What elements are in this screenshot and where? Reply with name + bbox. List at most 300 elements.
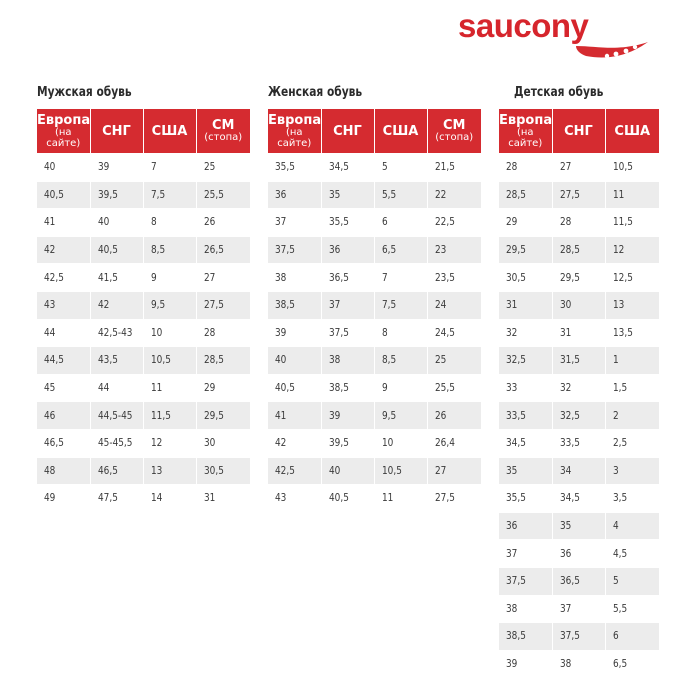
cell-value: 35	[328, 188, 340, 201]
cell-value: 46,5	[44, 437, 64, 450]
column-header-label: Европа	[268, 112, 322, 128]
cell-value: 36	[275, 188, 287, 201]
table-cell	[499, 485, 552, 513]
column-header	[374, 109, 427, 154]
table-cell	[268, 402, 321, 430]
cell-value: 12	[612, 244, 624, 257]
cell-value: 8	[150, 216, 157, 229]
cell-value: 42,5	[275, 464, 295, 477]
cell-value: 35,5	[328, 216, 349, 229]
table-cell	[605, 319, 659, 347]
cell-value: 36	[559, 547, 571, 560]
cell-value: 22,5	[434, 216, 455, 229]
table-row	[37, 457, 250, 485]
column-header	[552, 109, 605, 154]
cell-value: 37,5	[559, 630, 580, 643]
table-cell	[37, 291, 90, 319]
table-row	[37, 319, 250, 347]
table-cell	[605, 181, 659, 209]
table-header-row	[268, 109, 481, 154]
cell-value: 37	[506, 547, 518, 560]
cell-value: 27	[434, 464, 446, 477]
cell-value: 42,5-43	[97, 326, 132, 339]
cell-value: 38	[328, 354, 340, 367]
cell-value: 23,5	[434, 271, 455, 284]
table-row	[499, 154, 659, 182]
table-cell	[143, 264, 196, 292]
table-cell	[268, 264, 321, 292]
table-cell	[37, 457, 90, 485]
cell-value: 9,5	[150, 299, 165, 312]
table-cell	[605, 264, 659, 292]
table-cell	[605, 209, 659, 237]
column-header-label: США	[382, 123, 419, 139]
cell-value: 7,5	[150, 188, 165, 201]
cell-value: 40,5	[328, 492, 349, 505]
table-cell	[499, 319, 552, 347]
cell-value: 3	[612, 464, 619, 477]
table-cell	[605, 291, 659, 319]
table-cell	[605, 623, 659, 651]
cell-value: 27	[559, 161, 571, 174]
cell-value: 39,5	[97, 188, 118, 201]
cell-value: 39	[506, 657, 518, 670]
column-header-label: Европа	[37, 112, 91, 128]
table-cell	[427, 209, 481, 237]
cell-value: 40,5	[275, 382, 295, 395]
cell-value: 43,5	[97, 354, 118, 367]
table-row	[37, 374, 250, 402]
cell-value: 27,5	[434, 492, 455, 505]
logo-swoosh-icon	[458, 6, 648, 76]
table-cell	[374, 181, 427, 209]
table-cell	[499, 429, 552, 457]
cell-value: 12	[150, 437, 162, 450]
cell-value: 37,5	[275, 244, 295, 257]
table-row	[37, 264, 250, 292]
table-cell	[90, 264, 143, 292]
table-cell	[321, 485, 374, 512]
table-row	[268, 347, 481, 375]
table-cell	[268, 209, 321, 237]
table-cell	[499, 347, 552, 375]
cell-value: 26,4	[434, 437, 455, 450]
table-row	[499, 650, 659, 677]
table-cell	[605, 512, 659, 540]
cell-value: 7	[150, 161, 157, 174]
table-cell	[499, 181, 552, 209]
table-cell	[552, 236, 605, 264]
cell-value: 28,5	[559, 244, 580, 257]
cell-value: 40	[275, 354, 287, 367]
cell-value: 37,5	[328, 326, 349, 339]
table-cell	[427, 402, 481, 430]
table-cell	[90, 402, 143, 430]
table-cell	[196, 154, 250, 182]
cell-value: 33,5	[506, 409, 526, 422]
column-header-label: Европа	[499, 112, 553, 128]
table-cell	[321, 264, 374, 292]
table-cell	[374, 264, 427, 292]
cell-value: 34,5	[506, 437, 526, 450]
table-cell	[268, 236, 321, 264]
table-cell	[605, 154, 659, 182]
table-cell	[374, 485, 427, 512]
logo-wordmark: saucony	[458, 7, 589, 44]
cell-value: 24	[434, 299, 446, 312]
cell-value: 30,5	[203, 464, 224, 477]
table-cell	[37, 374, 90, 402]
cell-value: 26,5	[203, 244, 224, 257]
table-cell	[268, 457, 321, 485]
table-cell	[268, 347, 321, 375]
column-header-sublabel: (на сайте)	[508, 126, 543, 149]
table-cell	[552, 567, 605, 595]
cell-value: 6,5	[612, 657, 627, 670]
table-cell	[37, 429, 90, 457]
table-cell	[374, 402, 427, 430]
cell-value: 46,5	[97, 464, 118, 477]
table-cell	[90, 429, 143, 457]
cell-value: 40,5	[97, 244, 118, 257]
cell-value: 28,5	[506, 188, 526, 201]
cell-value: 35,5	[275, 161, 295, 174]
cell-value: 42	[275, 437, 287, 450]
cell-value: 27,5	[559, 188, 580, 201]
table-row	[37, 402, 250, 430]
cell-value: 13	[612, 299, 624, 312]
table-row	[268, 181, 481, 209]
table-cell	[321, 347, 374, 375]
table-cell	[499, 540, 552, 568]
cell-value: 37	[559, 602, 571, 615]
cell-value: 9,5	[381, 409, 396, 422]
table-cell	[605, 485, 659, 513]
table-cell	[268, 374, 321, 402]
cell-value: 10,5	[612, 161, 633, 174]
table-cell	[37, 485, 90, 512]
cell-value: 39	[275, 326, 287, 339]
column-header-sublabel: (стопа)	[435, 132, 474, 143]
table-cell	[196, 264, 250, 292]
table-cell	[605, 374, 659, 402]
table-row	[268, 319, 481, 347]
cell-value: 35	[506, 464, 518, 477]
cell-value: 26	[203, 216, 215, 229]
column-header-label: СМ	[443, 118, 466, 133]
table-cell	[321, 374, 374, 402]
cell-value: 45	[44, 382, 56, 395]
table-cell	[499, 512, 552, 540]
column-header	[90, 109, 143, 154]
table-cell	[143, 291, 196, 319]
cell-value: 1	[612, 354, 619, 367]
column-header	[605, 109, 659, 154]
table-row	[268, 402, 481, 430]
cell-value: 27,5	[203, 299, 224, 312]
table-row	[499, 485, 659, 513]
cell-value: 38,5	[506, 630, 526, 643]
table-cell	[90, 209, 143, 237]
table-row	[268, 264, 481, 292]
table-cell	[321, 291, 374, 319]
kids-size-table	[499, 109, 659, 677]
kids-section-title: Детская обувь	[514, 85, 604, 100]
table-cell	[499, 291, 552, 319]
cell-value: 11,5	[150, 409, 171, 422]
cell-value: 28	[559, 216, 571, 229]
table-cell	[552, 319, 605, 347]
table-cell	[196, 291, 250, 319]
column-header	[196, 109, 250, 154]
cell-value: 25,5	[434, 382, 455, 395]
cell-value: 38	[506, 602, 518, 615]
table-cell	[605, 595, 659, 623]
table-cell	[196, 347, 250, 375]
column-header	[37, 109, 90, 154]
table-row	[37, 291, 250, 319]
column-header-sublabel: (на сайте)	[277, 126, 312, 149]
cell-value: 6	[381, 216, 388, 229]
table-cell	[552, 650, 605, 677]
cell-value: 25,5	[203, 188, 224, 201]
table-cell	[552, 181, 605, 209]
cell-value: 29,5	[559, 271, 580, 284]
table-cell	[552, 595, 605, 623]
cell-value: 29	[203, 382, 215, 395]
table-row	[37, 181, 250, 209]
table-cell	[196, 374, 250, 402]
table-row	[268, 154, 481, 182]
table-cell	[427, 181, 481, 209]
cell-value: 38	[275, 271, 287, 284]
cell-value: 5,5	[612, 602, 627, 615]
table-cell	[196, 236, 250, 264]
table-cell	[268, 154, 321, 182]
table-cell	[374, 457, 427, 485]
cell-value: 25	[434, 354, 446, 367]
cell-value: 10	[150, 326, 162, 339]
cell-value: 10	[381, 437, 393, 450]
table-cell	[143, 402, 196, 430]
cell-value: 27	[203, 271, 215, 284]
cell-value: 7,5	[381, 299, 396, 312]
table-row	[499, 236, 659, 264]
table-cell	[427, 429, 481, 457]
cell-value: 32,5	[559, 409, 580, 422]
column-header	[499, 109, 552, 154]
cell-value: 31,5	[559, 354, 580, 367]
table-row	[499, 540, 659, 568]
saucony-logo	[458, 6, 648, 76]
cell-value: 30,5	[506, 271, 526, 284]
table-cell	[499, 650, 552, 677]
table-row	[499, 319, 659, 347]
cell-value: 13,5	[612, 326, 633, 339]
cell-value: 4	[612, 520, 619, 533]
cell-value: 12,5	[612, 271, 633, 284]
table-cell	[321, 236, 374, 264]
cell-value: 8	[381, 326, 388, 339]
table-cell	[552, 485, 605, 513]
cell-value: 31	[506, 299, 518, 312]
column-header	[268, 109, 321, 154]
table-cell	[427, 264, 481, 292]
table-cell	[37, 264, 90, 292]
table-cell	[552, 154, 605, 182]
cell-value: 23	[434, 244, 446, 257]
table-cell	[143, 236, 196, 264]
table-cell	[374, 347, 427, 375]
cell-value: 34,5	[559, 492, 580, 505]
table-cell	[268, 429, 321, 457]
cell-value: 10,5	[150, 354, 171, 367]
table-row	[499, 512, 659, 540]
men-section-title: Мужская обувь	[37, 85, 132, 100]
table-cell	[37, 154, 90, 182]
table-cell	[552, 457, 605, 485]
table-cell	[374, 291, 427, 319]
cell-value: 33,5	[559, 437, 580, 450]
column-header	[427, 109, 481, 154]
cell-value: 34	[559, 464, 571, 477]
table-cell	[90, 236, 143, 264]
cell-value: 49	[44, 492, 56, 505]
cell-value: 28,5	[203, 354, 224, 367]
table-row	[268, 374, 481, 402]
cell-value: 43	[44, 299, 56, 312]
cell-value: 39	[97, 161, 109, 174]
cell-value: 11,5	[612, 216, 633, 229]
table-row	[499, 457, 659, 485]
table-cell	[552, 512, 605, 540]
cell-value: 39,5	[328, 437, 349, 450]
table-row	[499, 429, 659, 457]
table-row	[499, 181, 659, 209]
cell-value: 28	[203, 326, 215, 339]
column-header-label: США	[151, 123, 188, 139]
table-cell	[427, 485, 481, 512]
men-size-table	[37, 109, 250, 512]
table-cell	[427, 374, 481, 402]
cell-value: 26	[434, 409, 446, 422]
table-cell	[196, 485, 250, 512]
table-cell	[90, 347, 143, 375]
table-cell	[499, 264, 552, 292]
cell-value: 37	[275, 216, 287, 229]
cell-value: 42	[44, 244, 56, 257]
cell-value: 6	[612, 630, 619, 643]
table-cell	[374, 154, 427, 182]
table-header-row	[499, 109, 659, 154]
cell-value: 25	[203, 161, 215, 174]
table-cell	[499, 595, 552, 623]
cell-value: 44,5	[44, 354, 64, 367]
table-cell	[605, 567, 659, 595]
cell-value: 37,5	[506, 575, 526, 588]
cell-value: 38	[559, 657, 571, 670]
cell-value: 48	[44, 464, 56, 477]
table-cell	[268, 485, 321, 512]
column-header-label: СМ	[212, 118, 235, 133]
cell-value: 40	[44, 161, 56, 174]
table-cell	[143, 319, 196, 347]
table-cell	[321, 457, 374, 485]
table-cell	[605, 236, 659, 264]
cell-value: 8,5	[150, 244, 165, 257]
cell-value: 13	[150, 464, 162, 477]
column-header-sublabel: (стопа)	[204, 132, 243, 143]
table-cell	[37, 236, 90, 264]
cell-value: 40	[328, 464, 340, 477]
table-row	[499, 209, 659, 237]
table-cell	[605, 347, 659, 375]
cell-value: 32	[559, 382, 571, 395]
cell-value: 35,5	[506, 492, 526, 505]
table-cell	[552, 429, 605, 457]
table-cell	[268, 291, 321, 319]
table-cell	[196, 181, 250, 209]
table-cell	[605, 429, 659, 457]
table-row	[499, 347, 659, 375]
table-cell	[37, 319, 90, 347]
table-cell	[605, 650, 659, 677]
cell-value: 34,5	[328, 161, 349, 174]
cell-value: 6,5	[381, 244, 396, 257]
table-cell	[552, 402, 605, 430]
table-cell	[374, 319, 427, 347]
table-row	[37, 485, 250, 512]
column-header	[143, 109, 196, 154]
table-cell	[427, 291, 481, 319]
table-cell	[196, 429, 250, 457]
table-cell	[143, 181, 196, 209]
table-cell	[143, 347, 196, 375]
cell-value: 21,5	[434, 161, 455, 174]
table-cell	[552, 374, 605, 402]
cell-value: 30	[559, 299, 571, 312]
table-cell	[321, 402, 374, 430]
table-cell	[552, 209, 605, 237]
table-cell	[143, 209, 196, 237]
table-cell	[374, 209, 427, 237]
cell-value: 2,5	[612, 437, 627, 450]
table-cell	[37, 209, 90, 237]
cell-value: 5	[381, 161, 388, 174]
table-row	[499, 374, 659, 402]
women-size-table	[268, 109, 481, 512]
table-cell	[552, 623, 605, 651]
table-cell	[196, 319, 250, 347]
cell-value: 31	[559, 326, 571, 339]
cell-value: 11	[381, 492, 393, 505]
table-cell	[499, 236, 552, 264]
cell-value: 38,5	[328, 382, 349, 395]
table-row	[499, 567, 659, 595]
table-cell	[37, 181, 90, 209]
cell-value: 24,5	[434, 326, 455, 339]
table-cell	[499, 457, 552, 485]
cell-value: 38,5	[275, 299, 295, 312]
table-cell	[605, 457, 659, 485]
table-row	[268, 236, 481, 264]
table-cell	[552, 347, 605, 375]
table-cell	[499, 209, 552, 237]
cell-value: 45-45,5	[97, 437, 132, 450]
column-header-label: США	[614, 123, 651, 139]
table-row	[499, 595, 659, 623]
cell-value: 9	[150, 271, 157, 284]
